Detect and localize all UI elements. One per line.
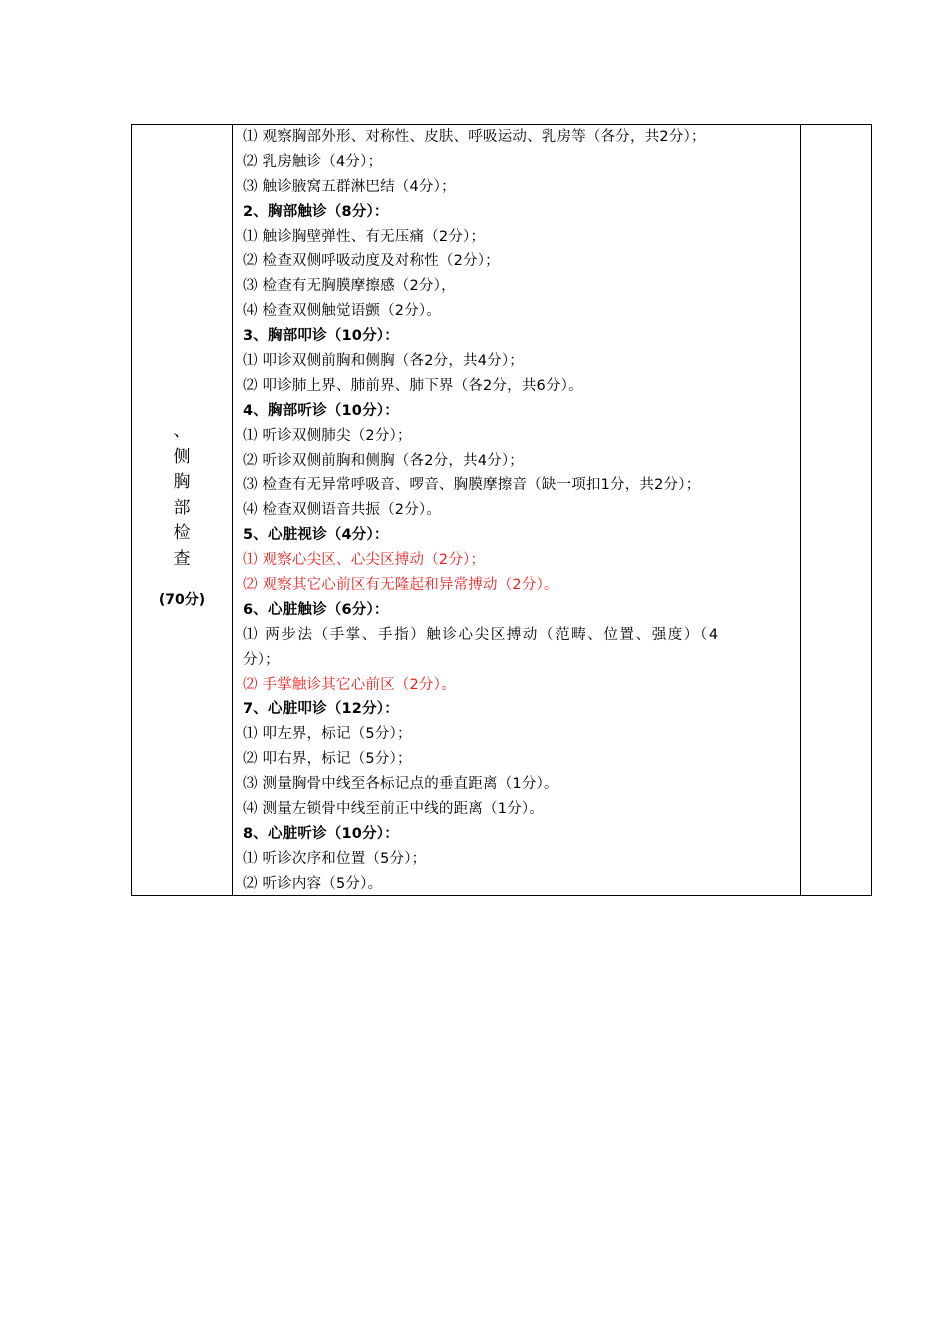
criteria-item: ⑴ 听诊次序和位置（5分）；	[243, 850, 427, 867]
criteria-heading: 8、心脏听诊（10分）：	[243, 825, 399, 842]
criteria-item: ⑵ 乳房触诊（4分）；	[243, 153, 383, 170]
criteria-item: ⑵ 听诊内容（5分）。	[243, 875, 383, 892]
section-title-char: 侧	[173, 446, 191, 467]
criteria-heading: 3、胸部叩诊（10分）：	[243, 328, 399, 345]
criteria-heading: 6、心脏触诊（6分）：	[243, 601, 389, 618]
score-entry-cell	[801, 125, 871, 895]
criteria-item: ⑷ 检查双侧触觉语颤（2分）。	[243, 303, 442, 320]
criteria-item: ⑴ 听诊双侧肺尖（2分）；	[243, 427, 412, 444]
criteria-item: ⑴ 叩诊双侧前胸和侧胸（各2分，共4分）；	[243, 353, 525, 370]
criteria-item: ⑴ 观察心尖区、心尖区搏动（2分）；	[243, 552, 486, 569]
section-title-char: 检	[173, 523, 191, 543]
criteria-item: ⑴ 观察胸部外形、对称性、皮肤、呼吸运动、乳房等（各分，共2分）；	[243, 129, 706, 145]
criteria-item: ⑴ 触诊胸壁弹性、有无压痛（2分）；	[243, 228, 486, 245]
criteria-item: ⑵ 听诊双侧前胸和侧胸（各2分，共4分）；	[243, 452, 525, 469]
criteria-item: ⑶ 测量胸骨中线至各标记点的垂直距离（1分）。	[243, 776, 559, 793]
criteria-item: ⑵ 叩诊肺上界、肺前界、肺下界（各2分，共6分）。	[243, 377, 583, 394]
criteria-item: 分）；	[243, 651, 280, 668]
criteria-item: ⑶ 触诊腋窝五群淋巴结（4分）；	[243, 178, 456, 195]
criteria-cell	[233, 125, 801, 895]
criteria-heading: 7、心脏叩诊（12分）：	[243, 701, 399, 718]
criteria-list	[243, 125, 793, 897]
criteria-item: ⑴ 叩左界，标记（5分）；	[243, 726, 412, 743]
criteria-item: ⑶ 检查有无异常呼吸音、啰音、胸膜摩擦音（缺一项扣1分，共2分）；	[243, 477, 701, 494]
criteria-item: ⑷ 测量左锁骨中线至前正中线的距离（1分）。	[243, 801, 544, 818]
criteria-heading: 5、心脏视诊（4分）：	[243, 527, 389, 544]
criteria-item: ⑶ 检查有无胸膜摩擦感（2分），	[243, 278, 456, 295]
criteria-item: ⑷ 检查双侧语音共振（2分）。	[243, 502, 442, 519]
section-score: (70分)	[158, 592, 206, 608]
section-title	[132, 419, 232, 572]
section-title-char: 部	[173, 497, 191, 518]
section-title-cell	[132, 125, 233, 895]
scoring-table	[131, 124, 872, 896]
section-title-char: 胸	[173, 472, 191, 492]
section-title-char: 、	[173, 421, 191, 441]
criteria-item: ⑴ 两步法（手掌、手指）触诊心尖区搏动（范畴、位置、强度）（4	[243, 626, 720, 643]
criteria-heading: 4、胸部听诊（10分）：	[243, 402, 399, 419]
criteria-item: ⑵ 手掌触诊其它心前区（2分）。	[243, 676, 456, 693]
criteria-item: ⑵ 观察其它心前区有无隆起和异常搏动（2分）。	[243, 577, 559, 594]
criteria-heading: 2、胸部触诊（8分）：	[243, 203, 389, 220]
criteria-item: ⑵ 叩右界，标记（5分）；	[243, 751, 412, 768]
criteria-item: ⑵ 检查双侧呼吸动度及对称性（2分）；	[243, 253, 500, 270]
section-title-char: 查	[173, 548, 191, 569]
